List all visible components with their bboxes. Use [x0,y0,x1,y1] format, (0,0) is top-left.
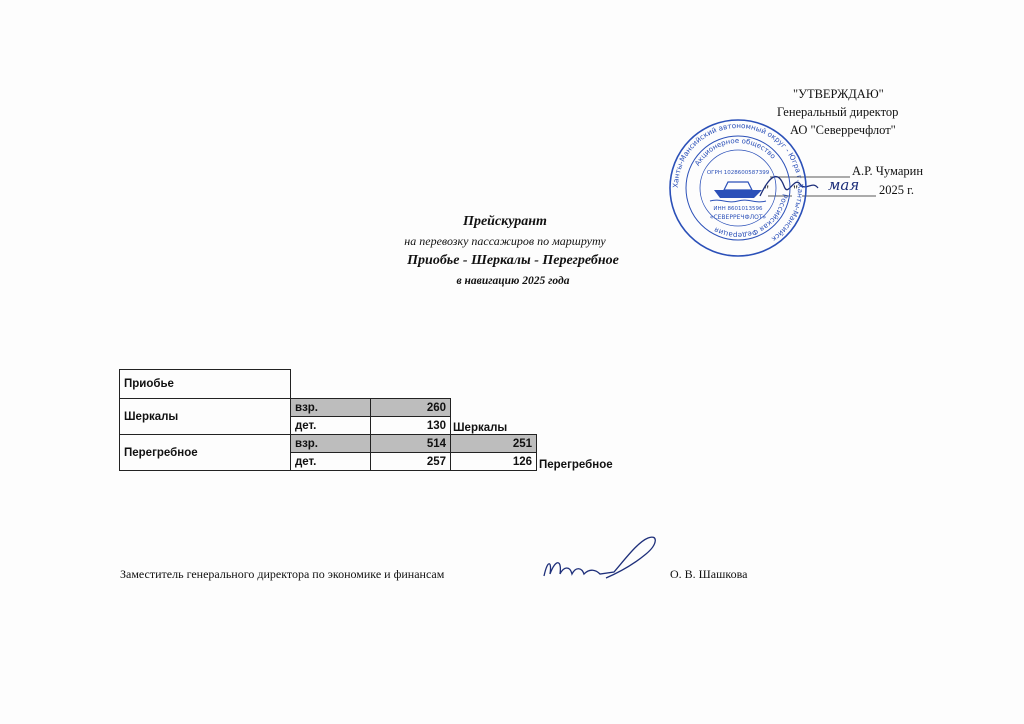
station-peregrebnoe: Перегребное [120,435,291,471]
seal-ogrn: ОГРН 1028600587399 [706,170,770,176]
station-sherkaly: Шеркалы [120,399,291,435]
pricelist-route: Приобье - Шеркалы - Перегребное [407,253,619,268]
date-quote-close: " [793,183,799,197]
date-month-handwritten: мая [828,176,860,194]
pricelist-period: в навигацию 2025 года [456,275,570,287]
approval-stamp-word: "УТВЕРЖДАЮ" [793,87,884,101]
seal-outer-text: Ханты-Мансийский автономный округ - Югра г. Ханты-Мансийск [670,120,806,244]
fare-cell: 130 [371,417,451,435]
pricelist-subtitle: на перевозку пассажиров по маршруту [404,234,606,248]
company-seal [668,118,808,258]
approval-position: Генеральный директор [777,105,899,119]
date-quote-open: " [764,183,770,197]
table-row [120,399,637,417]
column-label-sherkaly: Шеркалы [453,422,508,434]
fare-type-adult: взр. [291,435,371,453]
deputy-position: Заместитель генерального директора по экономике и финансам [120,567,445,581]
director-name: А.Р. Чумарин [852,164,924,178]
station-priobye: Приобье [120,370,291,399]
fare-cell: 514 [371,435,451,453]
fare-type-child: дет. [291,453,371,471]
table-row [120,370,637,399]
pricelist-title: Прейскурант [463,214,547,229]
approval-company: АО "Северречфлот" [790,123,896,137]
seal-country: Российская Федерация [712,193,790,241]
seal-name: «СЕВЕРРЕЧФЛОТ» [709,214,767,221]
fare-type-child: дет. [291,417,371,435]
deputy-signature [534,528,674,588]
fare-cell: 251 [451,435,537,453]
svg-text:Акционерное общество [693,137,777,167]
seal-inner-text: Акционерное общество [693,136,778,168]
seal-inn: ИНН 8601013596 [713,206,763,212]
table-row [120,435,637,453]
ship-icon [710,182,766,202]
fare-cell: 126 [451,453,537,471]
date-year: 2025 г. [879,183,914,197]
fare-cell: 257 [371,453,451,471]
deputy-name: О. В. Шашкова [670,567,748,581]
fare-type-adult: взр. [291,399,371,417]
fare-table [119,369,637,471]
fare-cell: 260 [371,399,451,417]
column-label-peregrebnoe: Перегребное [539,458,613,471]
